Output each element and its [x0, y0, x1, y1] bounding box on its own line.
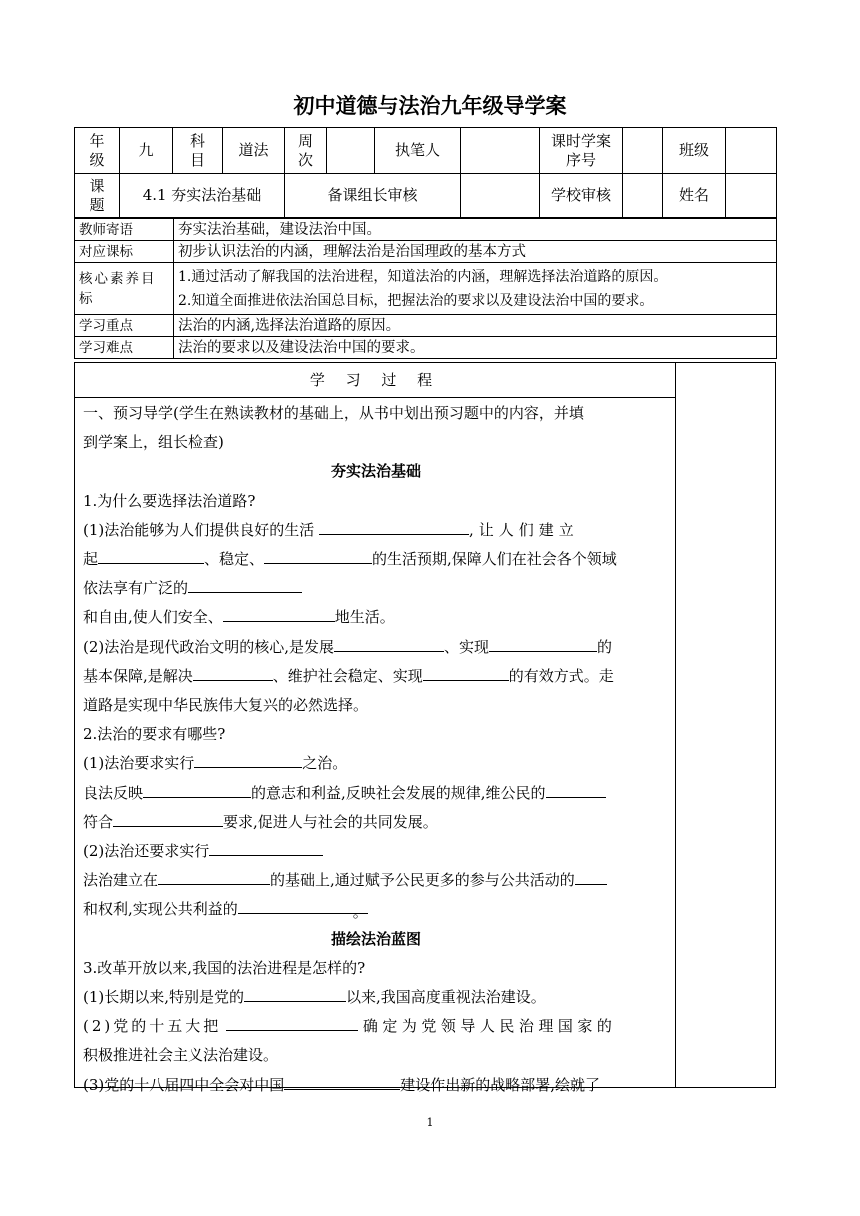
text: 、实现: [444, 637, 490, 656]
answer-line: [83, 983, 669, 1012]
blank[interactable]: [489, 636, 597, 652]
question-1: 1.为什么要选择法治道路?: [83, 491, 256, 510]
intro-line-1: 一、预习导学(学生在熟读教材的基础上，从书中划出预习题中的内容，并填: [83, 404, 584, 422]
name-label: 姓名: [663, 174, 726, 218]
text: 起: [83, 550, 99, 569]
standard: 初步认识法治的内涵，理解法治是治国理政的基本方式: [174, 241, 777, 263]
author-value: [461, 128, 540, 174]
blank[interactable]: [209, 840, 323, 856]
group-review-label: 备课组长审核: [285, 174, 461, 218]
school-review-value: [623, 174, 663, 218]
topic-value: 4.1 夯实法治基础: [120, 174, 285, 218]
text: (2)法治还要求实行: [83, 842, 210, 861]
subject-label: 科目: [173, 128, 223, 174]
author-label: 执笔人: [375, 128, 461, 174]
text: 、维护社会稳定、实现: [272, 666, 423, 685]
question-3: 3.改革开放以来,我国的法治进程是怎样的?: [83, 958, 366, 977]
blank[interactable]: [193, 665, 273, 681]
answer-line: [83, 895, 669, 924]
answer-line: [83, 633, 669, 662]
blank[interactable]: [264, 548, 372, 564]
text: 依法享有广泛的: [83, 579, 189, 598]
blank[interactable]: [98, 548, 204, 564]
text: 要求,促进人与社会的共同发展。: [223, 812, 438, 831]
text: 和权利,实现公共利益的: [83, 900, 238, 919]
teacher-msg: 夯实法治基础，建设法治中国。: [174, 219, 777, 241]
lesson-label: 课时学案序号: [540, 128, 623, 174]
page-number: 1: [426, 1116, 434, 1129]
learning-process-section: [74, 362, 776, 1094]
answer-line: [83, 545, 669, 574]
answer-line: [83, 662, 669, 691]
heading-divider: [75, 397, 675, 398]
text: 的基础上,通过赋予公民更多的参与公共活动的: [270, 871, 575, 890]
topic-label: 课题: [75, 174, 120, 218]
text: 的意志和利益,反映社会发展的规律,维公民的: [251, 783, 546, 802]
answer-line: [83, 603, 669, 632]
question-2: 2.法治的要求有哪些?: [83, 725, 226, 744]
text: 建设作出新的战略部署,绘就了: [400, 1075, 601, 1094]
text: (1)长期以来,特别是党的: [83, 988, 245, 1007]
answer-line: [83, 866, 669, 895]
answer-line: [83, 1012, 669, 1041]
week-label: 周次: [285, 128, 327, 174]
answer-line: 道路是实现中华民族伟大复兴的必然选择。: [83, 696, 369, 715]
text: 法治建立在: [83, 871, 159, 890]
blank[interactable]: [113, 811, 223, 827]
section-heading-2: 描绘法治蓝图: [330, 929, 421, 948]
blank[interactable]: [223, 606, 335, 622]
text: 基本保障,是解决: [83, 666, 193, 685]
text: ,让人们建立: [469, 520, 579, 539]
name-value: [726, 174, 777, 218]
group-review-value: [461, 174, 540, 218]
core-goal-1: 1.通过活动了解我国的法治进程，知道法治的内涵，理解选择法治道路的原因。: [178, 268, 668, 285]
blank[interactable]: [284, 1074, 400, 1090]
teacher-msg-label: 教师寄语: [75, 219, 174, 241]
section-heading-1: 夯实法治基础: [330, 462, 421, 481]
text: (2)党的十五大把: [83, 1017, 222, 1036]
text: 的生活预期,保障人们在社会各个领域: [372, 550, 617, 569]
text: 确定为党领导人民治理国家的: [362, 1017, 617, 1036]
class-label: 班级: [663, 128, 726, 174]
answer-line: [83, 516, 669, 545]
text: 、稳定、: [204, 550, 265, 569]
core-goals: [174, 263, 777, 315]
process-content: [83, 399, 669, 1100]
text: 良法反映: [83, 783, 144, 802]
blank[interactable]: [238, 898, 368, 922]
answer-line: [83, 837, 669, 866]
text: 的有效方式。走: [508, 666, 614, 685]
school-review-label: 学校审核: [540, 174, 623, 218]
lesson-value: [623, 128, 663, 174]
blank[interactable]: [244, 986, 346, 1002]
info-table: [74, 218, 777, 359]
blank[interactable]: [546, 782, 606, 798]
blank[interactable]: [158, 869, 270, 885]
text: (1)法治能够为人们提供良好的生活: [83, 520, 315, 539]
key-point: 法治的内涵,选择法治道路的原因。: [174, 315, 777, 337]
answer-line: [83, 574, 669, 603]
answer-line: [83, 779, 669, 808]
answer-line: [83, 808, 669, 837]
subject-value: 道法: [223, 128, 285, 174]
answer-line: [83, 1071, 669, 1100]
text: 。: [352, 903, 368, 922]
text: (1)法治要求实行: [83, 754, 195, 773]
text: (2)法治是现代政治文明的核心,是发展: [83, 637, 335, 656]
process-heading: 学 习 过 程: [309, 371, 441, 389]
text: 地生活。: [334, 608, 395, 627]
header-table: [74, 127, 777, 218]
text: 的: [597, 637, 613, 656]
core-label: 核心素养目标: [75, 263, 174, 315]
grade-value: 九: [120, 128, 173, 174]
blank[interactable]: [423, 665, 509, 681]
side-column-divider: [675, 363, 676, 1087]
blank[interactable]: [575, 869, 607, 885]
blank[interactable]: [188, 577, 302, 593]
hard-point: 法治的要求以及建设法治中国的要求。: [174, 337, 777, 359]
text: 符合: [83, 812, 114, 831]
text: 之治。: [302, 754, 348, 773]
text: (3)党的十八届四中全会对中国: [83, 1075, 285, 1094]
answer-line: [83, 749, 669, 778]
blank[interactable]: [226, 1015, 358, 1031]
blank[interactable]: [143, 782, 251, 798]
standard-label: 对应课标: [75, 241, 174, 263]
answer-line: 积极推进社会主义法治建设。: [83, 1046, 279, 1065]
hard-label: 学习难点: [75, 337, 174, 359]
intro-line-2: 到学案上，组长检查): [83, 433, 224, 452]
blank[interactable]: [319, 519, 469, 535]
text: 和自由,使人们安全、: [83, 608, 223, 627]
blank[interactable]: [334, 636, 444, 652]
text: 以来,我国高度重视法治建设。: [346, 988, 546, 1007]
grade-label: 年级: [75, 128, 120, 174]
page-title: 初中道德与法治九年级导学案: [293, 94, 567, 118]
key-label: 学习重点: [75, 315, 174, 337]
class-value: [726, 128, 777, 174]
blank[interactable]: [194, 752, 302, 768]
week-value: [327, 128, 375, 174]
core-goal-2: 2.知道全面推进依法治国总目标，把握法治的要求以及建设法治中国的要求。: [178, 292, 654, 309]
